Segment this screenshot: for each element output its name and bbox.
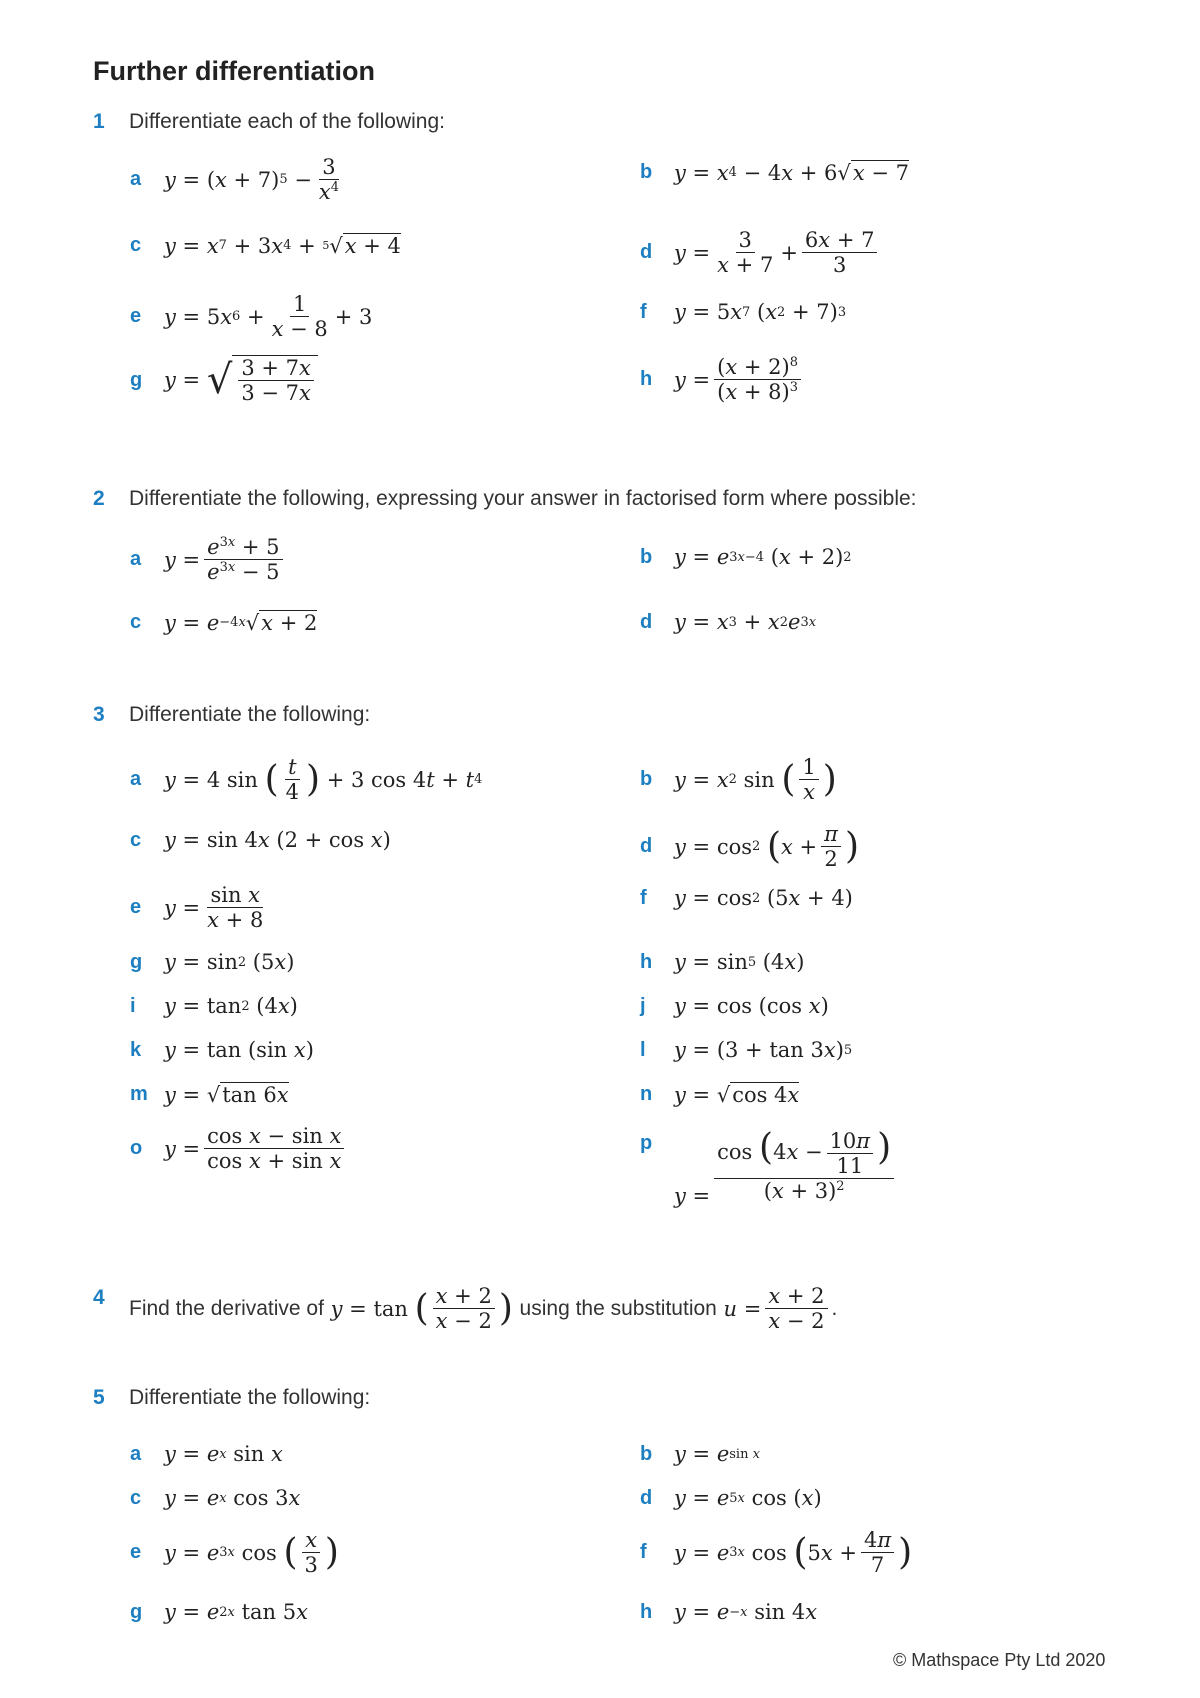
math-expression: y = e 3x cos ( x 3 ) <box>164 1528 339 1578</box>
copyright-footer: © Mathspace Pty Ltd 2020 <box>893 1650 1106 1670</box>
item-label: i <box>130 994 136 1017</box>
math-expression: y = √ $\frac{3 + 7x}{3 - 7x}$ <box>164 355 318 405</box>
math-expression: y = 5 x 6 + 1 x − 8 + 3 <box>164 292 373 342</box>
math-expression: y = 3 x + 7 + 6x + 7 3 <box>674 228 881 277</box>
item-label: c <box>130 828 142 851</box>
q3-item-h <box>640 950 804 974</box>
item-label: c <box>130 234 142 256</box>
item-label: f <box>640 886 647 909</box>
q5-item-f <box>640 1528 912 1577</box>
math-expression: y = 4 sin ( t 4 ) + 3 cos 4 t + t 4 <box>164 755 483 805</box>
item-label: h <box>640 368 653 391</box>
question-text-end: . <box>831 1296 838 1320</box>
math-expression: y = x 7 + 3 x 4 + 5 √ x + 4 <box>164 233 401 258</box>
math-expression: y = $e^{3x} + 5$ $e^{3x} - 5$ <box>164 535 287 584</box>
question-text: Differentiate the following, expressing your answer in factorised form where possible: <box>129 487 917 510</box>
q1-item-h <box>640 355 805 404</box>
item-label: h <box>640 950 653 973</box>
question-number: 4 <box>93 1286 105 1309</box>
item-label: a <box>130 168 142 191</box>
math-expression: y = cos x − sin x cos x + sin x <box>164 1124 348 1173</box>
math-expression: y = sin 2 (5 x ) <box>164 950 295 974</box>
math-expression: y = x 4 − 4 x + 6√ x − 7 <box>674 160 909 185</box>
item-label: g <box>130 368 143 391</box>
question-number: 1 <box>93 110 105 133</box>
math-expression: y = tan (sin x ) <box>164 1038 314 1062</box>
question-1 <box>93 110 445 134</box>
question-text: Differentiate the following: <box>129 1386 371 1409</box>
math-expression: y = tan 2 (4 x ) <box>164 994 298 1018</box>
item-label: d <box>640 835 653 858</box>
item-label: n <box>640 1083 653 1105</box>
q3-item-e <box>130 883 270 932</box>
math-expression: y = x 2 sin ( 1 x ) <box>674 755 837 805</box>
item-label: g <box>130 1600 143 1623</box>
item-label: m <box>130 1083 148 1105</box>
math-expression: y = e x sin x <box>164 1442 283 1466</box>
q3-item-k <box>130 1038 314 1062</box>
q5-item-c <box>130 1486 300 1510</box>
q5-item-h <box>640 1600 817 1624</box>
question-text: Differentiate each of the following: <box>129 110 445 133</box>
question-text-before: Find the derivative of <box>129 1296 324 1320</box>
q2-item-a <box>130 535 287 584</box>
item-label: c <box>130 1486 142 1509</box>
item-label: b <box>640 161 653 183</box>
math-expression: u = x + 2 x − 2 <box>717 1284 832 1333</box>
question-text: Differentiate the following: <box>129 703 371 726</box>
math-expression: y = sin 4 x (2 + cos x ) <box>164 828 391 852</box>
math-expression: y = cos 2 ( x + π 2 ) <box>674 822 860 872</box>
q2-item-d <box>640 610 816 634</box>
math-expression: y = e 3x cos ( 5 x + 4π 7 ) <box>674 1528 913 1578</box>
math-expression: y = e 3x−4 ( x + 2) 2 <box>674 545 852 569</box>
q3-item-a <box>130 755 482 804</box>
question-4 <box>93 1284 837 1333</box>
math-expression: y = e x cos 3 x <box>164 1486 301 1510</box>
math-expression: y = 5 x 7 ( x 2 + 7) 3 <box>674 300 847 324</box>
item-label: d <box>640 610 653 633</box>
item-label: p <box>640 1132 653 1154</box>
math-expression: y = x 3 + x 2 e 3x <box>674 610 817 634</box>
q1-item-e <box>130 292 372 341</box>
math-expression: y = e −x sin 4 x <box>674 1600 818 1624</box>
question-number: 2 <box>93 487 105 510</box>
q1-item-c <box>130 233 401 258</box>
q3-item-d <box>640 822 859 871</box>
math-expression: y = cos 2 (5 x + 4) <box>674 886 853 910</box>
q3-item-f <box>640 886 853 910</box>
q5-item-d <box>640 1486 822 1510</box>
q3-item-l <box>640 1038 852 1062</box>
math-expression: y = cos (cos x ) <box>674 994 829 1018</box>
item-label: j <box>640 994 646 1017</box>
question-5 <box>93 1386 370 1410</box>
q1-item-g <box>130 355 318 405</box>
math-expression: y = e sin x <box>674 1442 760 1466</box>
math-expression: y = tan ( x + 2 x − 2 ) <box>330 1284 513 1334</box>
math-expression: y = sin 5 (4 x ) <box>674 950 805 974</box>
q1-item-b <box>640 160 909 185</box>
item-label: e <box>130 1541 142 1564</box>
q5-item-e <box>130 1528 339 1577</box>
q1-item-d <box>640 228 881 277</box>
q3-item-p <box>640 1124 898 1208</box>
page-title: Further differentiation <box>93 56 375 86</box>
item-label: a <box>130 548 142 571</box>
math-expression: y = (3 + tan 3 x ) 5 <box>674 1038 853 1062</box>
item-label: c <box>130 611 142 633</box>
item-label: a <box>130 768 142 791</box>
item-label: g <box>130 950 143 973</box>
item-label: f <box>640 300 647 323</box>
math-expression: y = e 2x tan 5 x <box>164 1600 308 1624</box>
item-label: k <box>130 1038 142 1061</box>
q1-item-a <box>130 155 346 204</box>
q5-item-b <box>640 1442 760 1466</box>
question-number: 5 <box>93 1386 105 1409</box>
q2-item-c <box>130 610 317 635</box>
q5-item-a <box>130 1442 283 1466</box>
q3-item-n <box>640 1082 799 1107</box>
math-expression: y = $(x + 2)^8$ $(x + 8)^3$ <box>674 355 805 404</box>
q2-item-b <box>640 545 852 569</box>
question-3 <box>93 703 370 727</box>
math-expression: y = √ tan 6x <box>164 1082 289 1107</box>
math-expression: y = e −4x √ x + 2 <box>164 610 318 635</box>
q3-item-o <box>130 1124 348 1173</box>
item-label: a <box>130 1442 142 1465</box>
question-2 <box>93 487 917 511</box>
item-label: b <box>640 1442 653 1465</box>
q3-item-m <box>130 1082 289 1107</box>
item-label: b <box>640 545 653 568</box>
item-label: o <box>130 1137 143 1160</box>
item-label: e <box>130 896 142 919</box>
q3-item-g <box>130 950 294 974</box>
item-label: e <box>130 305 142 328</box>
math-expression: y = sin x x + 8 <box>164 883 264 933</box>
q3-item-i <box>130 994 298 1018</box>
item-label: d <box>640 241 653 264</box>
math-expression: y = cos (4x − $\frac{10\pi}{11}$ ) $(x + 3)^2$ <box>674 1184 898 1208</box>
item-label: f <box>640 1541 647 1564</box>
question-text-mid: using the substitution <box>519 1296 717 1320</box>
math-expression: y = √ cos 4x <box>674 1082 800 1107</box>
q1-item-f <box>640 300 846 324</box>
math-expression: y = e 5x cos ( x ) <box>674 1486 822 1510</box>
question-number: 3 <box>93 703 105 726</box>
item-label: b <box>640 768 653 791</box>
item-label: l <box>640 1038 646 1061</box>
item-label: h <box>640 1600 653 1623</box>
q3-item-c <box>130 828 391 852</box>
item-label: d <box>640 1486 653 1509</box>
q3-item-b <box>640 755 837 804</box>
q3-item-j <box>640 994 829 1018</box>
q5-item-g <box>130 1600 308 1624</box>
math-expression: y = ( x + 7) 5 − 3 $x^4$ <box>164 155 340 205</box>
